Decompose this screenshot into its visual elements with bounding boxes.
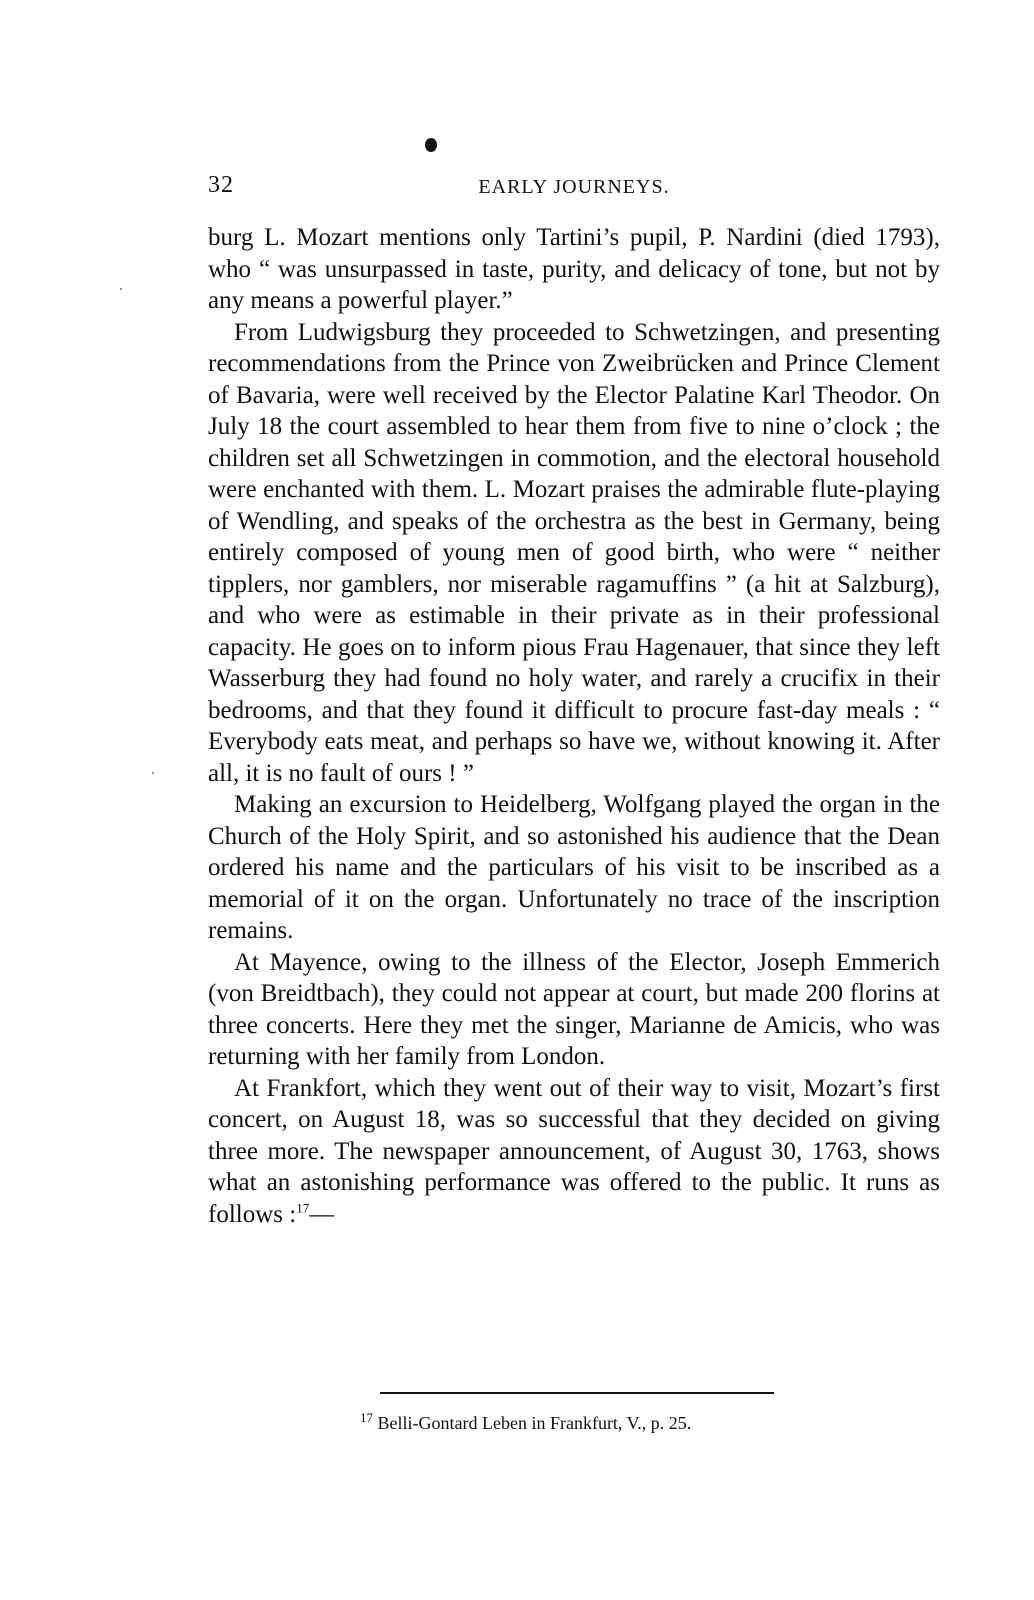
paragraph-mayence: At Mayence, owing to the illness of the Elector, Joseph Emmerich (von Breidtbach), they could not appear at court, but made 200 florins at three concerts. Here they met the singer, Marianne de Amicis, who was returning with her family from London.	[208, 948, 940, 1070]
stray-dot	[120, 288, 122, 290]
footnote-reference-dash: —	[309, 1200, 335, 1228]
footnote	[360, 1410, 692, 1434]
footnote-divider	[380, 1392, 774, 1394]
bullet-mark	[425, 138, 437, 152]
paragraph-continuation: burg L. Mozart mentions only Tartini’s pupil, P. Nardini (died 1793), who “ was unsurpassed in taste, purity, and delicacy of tone, but not by any means a powerful player.”	[208, 224, 940, 314]
paragraph-heidelberg: Making an excursion to Heidelberg, Wolfgang played the organ in the Church of the Holy Spirit, and so astonished his audience that the Dean ordered his name and the particulars of his visit to be inscribed as a memorial of it on the organ. Unfortunately no trace of the inscription remains.	[208, 791, 940, 944]
paragraph-schwetzingen: From Ludwigsburg they proceeded to Schwetzingen, and presenting recommendations from the Prince von Zweibrücken and Prince Clement of Bavaria, were well received by the Elector Palatine Karl Theodor. On July 18 the court assembled to hear them from five to nine o’clock ; the children set all Schwetzingen in commotion, and the electoral household were enchanted with them. L. Mozart praises the admirable flute-playing of Wendling, and speaks of the orchestra as the best in Germany, being entirely composed of young men of good birth, who were “ neither tipplers, nor gamblers, nor miserable ragamuffins ” (a hit at Salzburg), and who were as estimable in their private as in their professional capacity. He goes on to inform pious Frau Hagenauer, that since they left Wasserburg they had found no holy water, and rarely a crucifix in their bedrooms, and that they found it difficult to procure fast-day meals : “ Everybody eats meat, and perhaps so have we, without knowing it. After all, it is no fault of ours ! ”	[208, 318, 940, 787]
page-number: 32	[208, 172, 234, 198]
footnote-text: Belli-Gontard Leben in Frankfurt, V., p. 25.	[373, 1413, 692, 1433]
page-header	[208, 172, 940, 202]
paragraph-frankfort-text: At Frankfort, which they went out of their way to visit, Mozart’s first concert, on August 18, was so successful that they decided on giving three more. The newspaper announcement, of August 30, 1763, shows what an astonishing performance was offered to the public. It runs as follows :	[208, 1074, 940, 1228]
footnote-marker: 17	[360, 1410, 373, 1425]
paragraph-frankfort	[208, 1073, 940, 1231]
stray-dot	[152, 772, 154, 774]
body-text	[208, 222, 940, 1230]
footnote-reference: 17	[296, 1200, 310, 1216]
running-head: EARLY JOURNEYS.	[478, 176, 670, 198]
